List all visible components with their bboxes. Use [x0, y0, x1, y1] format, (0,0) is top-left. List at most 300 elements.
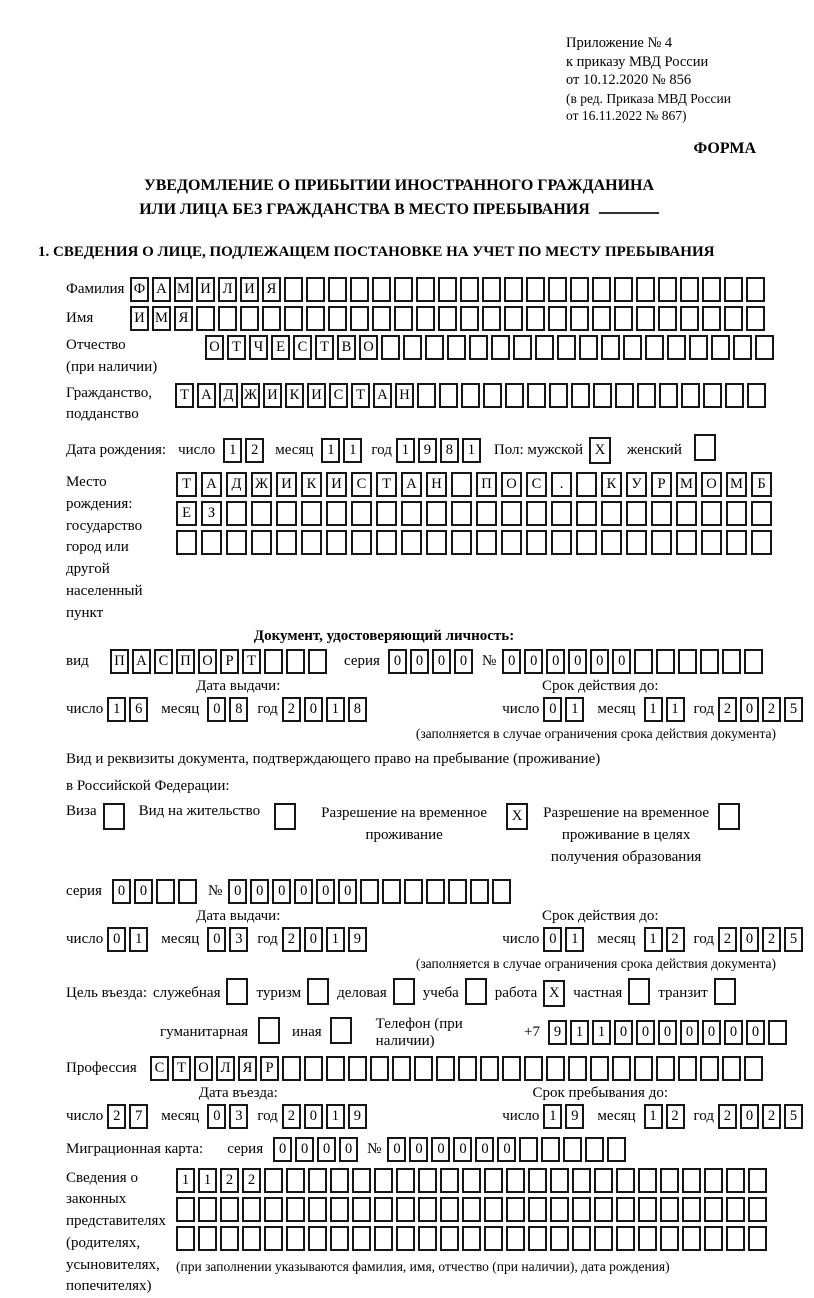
char-cell[interactable]: [748, 1168, 767, 1193]
char-cell[interactable]: 2: [718, 697, 737, 722]
char-cell[interactable]: [504, 306, 523, 331]
char-cell[interactable]: [526, 277, 545, 302]
char-cell[interactable]: У: [626, 472, 647, 497]
char-cell[interactable]: [590, 1056, 609, 1081]
char-cell[interactable]: Я: [238, 1056, 257, 1081]
char-cell[interactable]: [178, 879, 197, 904]
char-cell[interactable]: [396, 1197, 415, 1222]
char-cell[interactable]: Ч: [249, 335, 268, 360]
char-cell[interactable]: 9: [565, 1104, 584, 1129]
char-cell[interactable]: [176, 1197, 195, 1222]
char-cell[interactable]: [103, 803, 125, 830]
char-cell[interactable]: [201, 530, 222, 555]
char-cell[interactable]: X: [589, 437, 611, 464]
char-cell[interactable]: Ж: [241, 383, 260, 408]
char-cell[interactable]: Р: [651, 472, 672, 497]
char-cell[interactable]: [447, 335, 466, 360]
char-cell[interactable]: [704, 1197, 723, 1222]
char-cell[interactable]: [491, 335, 510, 360]
char-cell[interactable]: [460, 306, 479, 331]
char-cell[interactable]: [404, 879, 423, 904]
char-cell[interactable]: 0: [454, 649, 473, 674]
char-cell[interactable]: 0: [432, 649, 451, 674]
char-cell[interactable]: [656, 1056, 675, 1081]
char-cell[interactable]: 0: [316, 879, 335, 904]
char-cell[interactable]: [438, 277, 457, 302]
char-cell[interactable]: [264, 1197, 283, 1222]
char-cell[interactable]: [526, 306, 545, 331]
char-cell[interactable]: [748, 1197, 767, 1222]
char-cell[interactable]: [701, 501, 722, 526]
char-cell[interactable]: Д: [219, 383, 238, 408]
char-cell[interactable]: 1: [565, 697, 584, 722]
char-cell[interactable]: [694, 434, 716, 461]
char-cell[interactable]: [264, 1168, 283, 1193]
char-cell[interactable]: 0: [543, 927, 562, 952]
char-cell[interactable]: [451, 472, 472, 497]
char-cell[interactable]: [676, 530, 697, 555]
char-cell[interactable]: С: [150, 1056, 169, 1081]
char-cell[interactable]: [198, 1226, 217, 1251]
char-cell[interactable]: [601, 335, 620, 360]
char-cell[interactable]: [528, 1226, 547, 1251]
char-cell[interactable]: [682, 1168, 701, 1193]
char-cell[interactable]: Т: [242, 649, 261, 674]
char-cell[interactable]: А: [401, 472, 422, 497]
char-cell[interactable]: [414, 1056, 433, 1081]
char-cell[interactable]: В: [337, 335, 356, 360]
char-cell[interactable]: [451, 530, 472, 555]
char-cell[interactable]: О: [501, 472, 522, 497]
char-cell[interactable]: 0: [294, 879, 313, 904]
char-cell[interactable]: [594, 1197, 613, 1222]
char-cell[interactable]: 0: [304, 697, 323, 722]
char-cell[interactable]: [483, 383, 502, 408]
char-cell[interactable]: [702, 277, 721, 302]
char-cell[interactable]: [704, 1226, 723, 1251]
char-cell[interactable]: [651, 501, 672, 526]
char-cell[interactable]: 0: [339, 1137, 358, 1162]
char-cell[interactable]: [307, 978, 329, 1005]
char-cell[interactable]: [747, 383, 766, 408]
char-cell[interactable]: 0: [295, 1137, 314, 1162]
char-cell[interactable]: [326, 1056, 345, 1081]
char-cell[interactable]: [623, 335, 642, 360]
char-cell[interactable]: [501, 501, 522, 526]
char-cell[interactable]: 5: [784, 927, 803, 952]
char-cell[interactable]: Т: [176, 472, 197, 497]
char-cell[interactable]: [549, 383, 568, 408]
char-cell[interactable]: [594, 1226, 613, 1251]
char-cell[interactable]: [726, 1197, 745, 1222]
char-cell[interactable]: 0: [317, 1137, 336, 1162]
char-cell[interactable]: [682, 1226, 701, 1251]
char-cell[interactable]: [572, 1197, 591, 1222]
char-cell[interactable]: [418, 1226, 437, 1251]
char-cell[interactable]: 9: [418, 438, 437, 463]
char-cell[interactable]: 5: [784, 1104, 803, 1129]
char-cell[interactable]: [704, 1168, 723, 1193]
char-cell[interactable]: 3: [229, 927, 248, 952]
char-cell[interactable]: Н: [426, 472, 447, 497]
char-cell[interactable]: Р: [220, 649, 239, 674]
char-cell[interactable]: 0: [304, 1104, 323, 1129]
char-cell[interactable]: [308, 649, 327, 674]
char-cell[interactable]: [352, 1168, 371, 1193]
char-cell[interactable]: 0: [680, 1020, 699, 1045]
char-cell[interactable]: [328, 306, 347, 331]
char-cell[interactable]: А: [201, 472, 222, 497]
char-cell[interactable]: 2: [245, 438, 264, 463]
char-cell[interactable]: 1: [592, 1020, 611, 1045]
char-cell[interactable]: [748, 1226, 767, 1251]
char-cell[interactable]: [638, 1226, 657, 1251]
char-cell[interactable]: [374, 1226, 393, 1251]
char-cell[interactable]: [436, 1056, 455, 1081]
char-cell[interactable]: [616, 1197, 635, 1222]
char-cell[interactable]: [220, 1226, 239, 1251]
char-cell[interactable]: 0: [502, 649, 521, 674]
char-cell[interactable]: О: [198, 649, 217, 674]
char-cell[interactable]: [506, 1168, 525, 1193]
char-cell[interactable]: [242, 1226, 261, 1251]
char-cell[interactable]: 0: [636, 1020, 655, 1045]
char-cell[interactable]: М: [152, 306, 171, 331]
char-cell[interactable]: [426, 879, 445, 904]
char-cell[interactable]: 1: [198, 1168, 217, 1193]
char-cell[interactable]: 0: [272, 879, 291, 904]
char-cell[interactable]: [616, 1168, 635, 1193]
char-cell[interactable]: А: [373, 383, 392, 408]
char-cell[interactable]: 1: [543, 1104, 562, 1129]
char-cell[interactable]: 1: [321, 438, 340, 463]
char-cell[interactable]: [638, 1197, 657, 1222]
char-cell[interactable]: 1: [565, 927, 584, 952]
char-cell[interactable]: [393, 978, 415, 1005]
char-cell[interactable]: [308, 1168, 327, 1193]
char-cell[interactable]: [718, 803, 740, 830]
char-cell[interactable]: П: [110, 649, 129, 674]
char-cell[interactable]: Т: [315, 335, 334, 360]
char-cell[interactable]: [251, 501, 272, 526]
char-cell[interactable]: 0: [475, 1137, 494, 1162]
char-cell[interactable]: [628, 978, 650, 1005]
char-cell[interactable]: [351, 530, 372, 555]
char-cell[interactable]: И: [130, 306, 149, 331]
char-cell[interactable]: [681, 383, 700, 408]
char-cell[interactable]: [282, 1056, 301, 1081]
char-cell[interactable]: 9: [348, 927, 367, 952]
char-cell[interactable]: 0: [388, 649, 407, 674]
char-cell[interactable]: И: [196, 277, 215, 302]
char-cell[interactable]: .: [551, 472, 572, 497]
char-cell[interactable]: 0: [612, 649, 631, 674]
char-cell[interactable]: 0: [134, 879, 153, 904]
char-cell[interactable]: [676, 501, 697, 526]
char-cell[interactable]: [636, 277, 655, 302]
char-cell[interactable]: [308, 1226, 327, 1251]
char-cell[interactable]: [440, 1197, 459, 1222]
char-cell[interactable]: [506, 1226, 525, 1251]
char-cell[interactable]: [528, 1197, 547, 1222]
char-cell[interactable]: Е: [176, 501, 197, 526]
char-cell[interactable]: [458, 1056, 477, 1081]
char-cell[interactable]: 2: [666, 927, 685, 952]
char-cell[interactable]: 0: [740, 1104, 759, 1129]
char-cell[interactable]: 2: [282, 1104, 301, 1129]
char-cell[interactable]: [678, 649, 697, 674]
char-cell[interactable]: [725, 383, 744, 408]
char-cell[interactable]: [638, 1168, 657, 1193]
char-cell[interactable]: [376, 530, 397, 555]
char-cell[interactable]: 1: [326, 1104, 345, 1129]
char-cell[interactable]: 0: [740, 927, 759, 952]
char-cell[interactable]: 2: [242, 1168, 261, 1193]
char-cell[interactable]: 0: [228, 879, 247, 904]
char-cell[interactable]: [308, 1197, 327, 1222]
char-cell[interactable]: [572, 1168, 591, 1193]
char-cell[interactable]: 0: [568, 649, 587, 674]
char-cell[interactable]: И: [326, 472, 347, 497]
char-cell[interactable]: Т: [175, 383, 194, 408]
char-cell[interactable]: [546, 1056, 565, 1081]
char-cell[interactable]: 1: [129, 927, 148, 952]
char-cell[interactable]: 1: [343, 438, 362, 463]
char-cell[interactable]: 0: [409, 1137, 428, 1162]
char-cell[interactable]: [612, 1056, 631, 1081]
char-cell[interactable]: С: [154, 649, 173, 674]
char-cell[interactable]: 2: [220, 1168, 239, 1193]
char-cell[interactable]: [551, 530, 572, 555]
char-cell[interactable]: [744, 649, 763, 674]
char-cell[interactable]: [439, 383, 458, 408]
char-cell[interactable]: 2: [282, 697, 301, 722]
char-cell[interactable]: [667, 335, 686, 360]
char-cell[interactable]: [198, 1197, 217, 1222]
char-cell[interactable]: 1: [570, 1020, 589, 1045]
char-cell[interactable]: [634, 649, 653, 674]
char-cell[interactable]: [700, 649, 719, 674]
char-cell[interactable]: [418, 1168, 437, 1193]
char-cell[interactable]: С: [293, 335, 312, 360]
char-cell[interactable]: С: [526, 472, 547, 497]
char-cell[interactable]: 1: [666, 697, 685, 722]
char-cell[interactable]: Д: [226, 472, 247, 497]
char-cell[interactable]: А: [132, 649, 151, 674]
char-cell[interactable]: [701, 530, 722, 555]
char-cell[interactable]: 0: [614, 1020, 633, 1045]
char-cell[interactable]: 0: [431, 1137, 450, 1162]
char-cell[interactable]: 1: [462, 438, 481, 463]
char-cell[interactable]: 6: [129, 697, 148, 722]
char-cell[interactable]: [440, 1168, 459, 1193]
char-cell[interactable]: [626, 530, 647, 555]
char-cell[interactable]: 0: [453, 1137, 472, 1162]
char-cell[interactable]: [714, 978, 736, 1005]
char-cell[interactable]: [376, 501, 397, 526]
char-cell[interactable]: 0: [304, 927, 323, 952]
char-cell[interactable]: [482, 277, 501, 302]
char-cell[interactable]: [656, 649, 675, 674]
char-cell[interactable]: [548, 277, 567, 302]
char-cell[interactable]: [700, 1056, 719, 1081]
char-cell[interactable]: [372, 277, 391, 302]
char-cell[interactable]: 0: [410, 649, 429, 674]
char-cell[interactable]: [262, 306, 281, 331]
char-cell[interactable]: П: [476, 472, 497, 497]
char-cell[interactable]: О: [205, 335, 224, 360]
char-cell[interactable]: 0: [543, 697, 562, 722]
char-cell[interactable]: [571, 383, 590, 408]
char-cell[interactable]: [350, 277, 369, 302]
char-cell[interactable]: [330, 1168, 349, 1193]
char-cell[interactable]: 0: [207, 927, 226, 952]
char-cell[interactable]: [226, 978, 248, 1005]
char-cell[interactable]: [426, 530, 447, 555]
char-cell[interactable]: [550, 1197, 569, 1222]
char-cell[interactable]: [579, 335, 598, 360]
char-cell[interactable]: [634, 1056, 653, 1081]
char-cell[interactable]: [374, 1168, 393, 1193]
char-cell[interactable]: 9: [548, 1020, 567, 1045]
char-cell[interactable]: [501, 530, 522, 555]
char-cell[interactable]: 2: [718, 927, 737, 952]
char-cell[interactable]: [417, 383, 436, 408]
char-cell[interactable]: [484, 1168, 503, 1193]
char-cell[interactable]: [476, 530, 497, 555]
char-cell[interactable]: [438, 306, 457, 331]
char-cell[interactable]: [394, 306, 413, 331]
char-cell[interactable]: К: [601, 472, 622, 497]
char-cell[interactable]: [751, 501, 772, 526]
char-cell[interactable]: Т: [351, 383, 370, 408]
char-cell[interactable]: А: [197, 383, 216, 408]
char-cell[interactable]: [504, 277, 523, 302]
char-cell[interactable]: [528, 1168, 547, 1193]
char-cell[interactable]: Н: [395, 383, 414, 408]
char-cell[interactable]: Я: [262, 277, 281, 302]
char-cell[interactable]: Т: [172, 1056, 191, 1081]
char-cell[interactable]: [651, 530, 672, 555]
char-cell[interactable]: [264, 649, 283, 674]
char-cell[interactable]: 8: [440, 438, 459, 463]
char-cell[interactable]: Б: [751, 472, 772, 497]
char-cell[interactable]: [360, 879, 379, 904]
char-cell[interactable]: [251, 530, 272, 555]
char-cell[interactable]: 7: [129, 1104, 148, 1129]
char-cell[interactable]: [286, 1197, 305, 1222]
char-cell[interactable]: И: [276, 472, 297, 497]
char-cell[interactable]: М: [676, 472, 697, 497]
char-cell[interactable]: [626, 501, 647, 526]
char-cell[interactable]: [306, 306, 325, 331]
char-cell[interactable]: [330, 1197, 349, 1222]
char-cell[interactable]: 0: [746, 1020, 765, 1045]
char-cell[interactable]: Т: [376, 472, 397, 497]
char-cell[interactable]: [659, 383, 678, 408]
char-cell[interactable]: 0: [207, 697, 226, 722]
char-cell[interactable]: [570, 277, 589, 302]
char-cell[interactable]: 0: [590, 649, 609, 674]
char-cell[interactable]: [616, 1226, 635, 1251]
char-cell[interactable]: 8: [229, 697, 248, 722]
char-cell[interactable]: X: [543, 980, 565, 1007]
char-cell[interactable]: О: [194, 1056, 213, 1081]
char-cell[interactable]: 8: [348, 697, 367, 722]
char-cell[interactable]: [607, 1137, 626, 1162]
char-cell[interactable]: К: [301, 472, 322, 497]
char-cell[interactable]: [258, 1017, 280, 1044]
char-cell[interactable]: 0: [524, 649, 543, 674]
char-cell[interactable]: [392, 1056, 411, 1081]
char-cell[interactable]: 9: [348, 1104, 367, 1129]
char-cell[interactable]: [196, 306, 215, 331]
char-cell[interactable]: [448, 879, 467, 904]
char-cell[interactable]: [326, 530, 347, 555]
char-cell[interactable]: 1: [644, 927, 663, 952]
char-cell[interactable]: [526, 530, 547, 555]
char-cell[interactable]: 1: [644, 1104, 663, 1129]
char-cell[interactable]: Я: [174, 306, 193, 331]
char-cell[interactable]: 2: [282, 927, 301, 952]
char-cell[interactable]: [418, 1197, 437, 1222]
char-cell[interactable]: [557, 335, 576, 360]
char-cell[interactable]: [568, 1056, 587, 1081]
char-cell[interactable]: [396, 1226, 415, 1251]
char-cell[interactable]: [462, 1226, 481, 1251]
char-cell[interactable]: 3: [229, 1104, 248, 1129]
char-cell[interactable]: 2: [762, 1104, 781, 1129]
char-cell[interactable]: [301, 530, 322, 555]
char-cell[interactable]: [505, 383, 524, 408]
char-cell[interactable]: 1: [223, 438, 242, 463]
char-cell[interactable]: [328, 277, 347, 302]
char-cell[interactable]: [755, 335, 774, 360]
char-cell[interactable]: [465, 978, 487, 1005]
char-cell[interactable]: [678, 1056, 697, 1081]
char-cell[interactable]: К: [285, 383, 304, 408]
char-cell[interactable]: 0: [658, 1020, 677, 1045]
char-cell[interactable]: [401, 530, 422, 555]
char-cell[interactable]: 2: [718, 1104, 737, 1129]
char-cell[interactable]: [274, 803, 296, 830]
char-cell[interactable]: [401, 501, 422, 526]
char-cell[interactable]: [636, 306, 655, 331]
char-cell[interactable]: [570, 306, 589, 331]
char-cell[interactable]: 1: [107, 697, 126, 722]
char-cell[interactable]: [286, 649, 305, 674]
char-cell[interactable]: [462, 1168, 481, 1193]
char-cell[interactable]: [703, 383, 722, 408]
char-cell[interactable]: [702, 306, 721, 331]
char-cell[interactable]: [176, 530, 197, 555]
char-cell[interactable]: 1: [326, 697, 345, 722]
char-cell[interactable]: [330, 1017, 352, 1044]
char-cell[interactable]: [550, 1168, 569, 1193]
char-cell[interactable]: О: [701, 472, 722, 497]
char-cell[interactable]: [396, 1168, 415, 1193]
char-cell[interactable]: [572, 1226, 591, 1251]
char-cell[interactable]: [416, 306, 435, 331]
char-cell[interactable]: [264, 1226, 283, 1251]
char-cell[interactable]: [460, 277, 479, 302]
char-cell[interactable]: [594, 1168, 613, 1193]
char-cell[interactable]: [548, 306, 567, 331]
char-cell[interactable]: [541, 1137, 560, 1162]
char-cell[interactable]: 0: [497, 1137, 516, 1162]
char-cell[interactable]: 0: [338, 879, 357, 904]
char-cell[interactable]: [601, 530, 622, 555]
